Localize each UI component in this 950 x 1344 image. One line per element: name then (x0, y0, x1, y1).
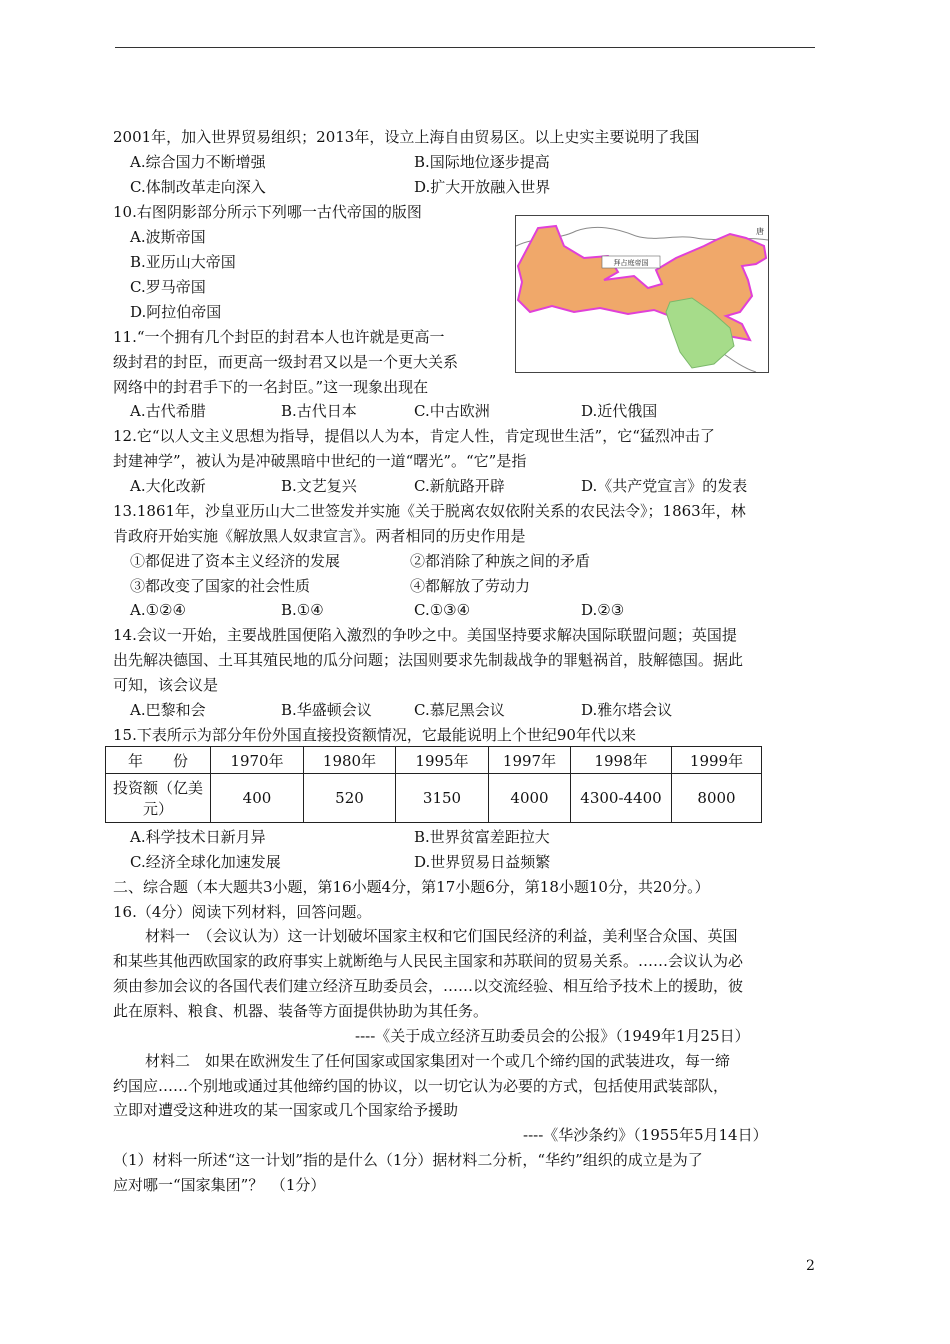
q15-option-a: A.科学技术日新月异 (130, 828, 266, 846)
investment-table (105, 746, 762, 823)
q12-option-c: C.新航路开辟 (414, 477, 505, 495)
year-cell: 1970年 (211, 747, 304, 774)
q11-line-2: 级封君的封臣，而更高一级封君又以是一个更大关系 (113, 353, 459, 371)
amount-cell: 8000 (672, 774, 762, 823)
q13-option-a: A.①②④ (130, 601, 186, 619)
empire-map (515, 215, 769, 373)
q10-option-c: C.罗马帝国 (130, 278, 206, 296)
amount-header-line-2: 元） (142, 800, 173, 818)
q10-option-b: B.亚历山大帝国 (130, 253, 236, 271)
q12-option-a: A.大化改新 (130, 477, 206, 495)
amount-cell: 400 (211, 774, 304, 823)
table-row (106, 774, 762, 823)
q11-option-d: D.近代俄国 (581, 402, 658, 420)
material-2-line-1: 材料二 如果在欧洲发生了任何国家或国家集团对一个或几个缔约国的武装进攻，每一缔 (145, 1052, 731, 1070)
q11-line-1: 11.“一个拥有几个封臣的封君本人也许就是更高一 (113, 328, 445, 346)
year-cell: 1997年 (489, 747, 571, 774)
amount-header-line-1: 投资额（亿美 (112, 779, 203, 797)
section-2-heading: 二、综合题（本大题共3小题，第16小题4分，第17小题6分，第18小题10分，共20分。） (113, 878, 710, 896)
q16-stem: 16.（4分）阅读下列材料，回答问题。 (113, 903, 372, 921)
q12-option-b: B.文艺复兴 (281, 477, 357, 495)
material-1-line-4: 此在原料、粮食、机器、装备等方面提供协助为其任务。 (113, 1002, 489, 1020)
q15-stem: 15.下表所示为部分年份外国直接投资额情况，它最能说明上个世纪90年代以来 (113, 726, 636, 744)
q13-item-1: ①都促进了资本主义经济的发展 (130, 552, 341, 570)
q13-line-2: 肯政府开始实施《解放黑人奴隶宣言》。两者相同的历史作用是 (113, 527, 526, 545)
q9-option-a: A.综合国力不断增强 (130, 153, 266, 171)
q14-option-d: D.雅尔塔会议 (581, 701, 673, 719)
amount-cell: 3150 (396, 774, 489, 823)
empire-territory (518, 226, 766, 340)
amount-cell: 4300-4400 (571, 774, 672, 823)
material-2-line-3: 立即对遭受这种进攻的某一国家或几个国家给予援助 (113, 1101, 459, 1119)
q14-line-1: 14.会议一开始，主要战胜国便陷入激烈的争吵之中。美国坚持要求解决国际联盟问题；英国提 (113, 626, 737, 644)
q15-option-d: D.世界贸易日益频繁 (414, 853, 551, 871)
material-2-line-2: 约国应……个别地或通过其他缔约国的协议，以一切它认为必要的方式，包括使用武装部队， (113, 1077, 729, 1095)
q16-part1-line-1: （1）材料一所述“这一计划”指的是什么（1分）据材料二分析，“华约”组织的成立是为了 (113, 1151, 703, 1169)
material-1-line-1: 材料一 （会议认为）这一计划破坏国家主权和它们国民经济的利益，美利坚合众国、英国 (145, 927, 738, 945)
material-1-source: ----《关于成立经济互助委员会的公报》（1949年1月25日） (355, 1027, 750, 1045)
year-cell: 1980年 (304, 747, 396, 774)
material-1-line-3: 须由参加会议的各国代表们建立经济互助委员会，……以交流经验、相互给予技术上的援助，彼 (113, 977, 744, 995)
amount-cell: 4000 (489, 774, 571, 823)
material-1-line-2: 和某些其他西欧国家的政府事实上就断绝与人民民主国家和苏联间的贸易关系。……会议认为必 (113, 952, 744, 970)
material-2-source: ----《华沙条约》（1955年5月14日） (523, 1126, 768, 1144)
q10-stem: 10.右图阴影部分所示下列哪一古代帝国的版图 (113, 203, 422, 221)
q14-option-b: B.华盛顿会议 (281, 701, 372, 719)
map-drawing (516, 216, 768, 372)
q13-item-2: ②都消除了种族之间的矛盾 (410, 552, 591, 570)
q13-option-b: B.①④ (281, 601, 324, 619)
map-label-byzantine: 拜占庭帝国 (613, 259, 649, 267)
q12-option-d: D.《共产党宣言》的发表 (581, 477, 748, 495)
q10-option-d: D.阿拉伯帝国 (130, 303, 222, 321)
header-rule (115, 47, 815, 48)
q13-option-c: C.①③④ (414, 601, 471, 619)
q14-option-a: A.巴黎和会 (130, 701, 206, 719)
q15-option-b: B.世界贫富差距拉大 (414, 828, 550, 846)
q15-option-c: C.经济全球化加速发展 (130, 853, 281, 871)
q11-option-b: B.古代日本 (281, 402, 357, 420)
year-header: 年 份 (106, 747, 211, 774)
amount-header (106, 774, 211, 823)
q14-option-c: C.慕尼黑会议 (414, 701, 505, 719)
q13-item-4: ④都解放了劳动力 (410, 577, 531, 595)
q13-line-1: 13.1861年，沙皇亚历山大二世签发并实施《关于脱离农奴依附关系的农民法令》；1863年，林 (113, 502, 746, 520)
q9-stem: 2001年，加入世界贸易组织；2013年，设立上海自由贸易区。以上史实主要说明了我国 (113, 128, 700, 146)
page-number: 2 (806, 1258, 815, 1274)
q12-line-1: 12.它“以人文主义思想为指导，提倡以人为本，肯定人性，肯定现世生活”，它“猛烈冲击了 (113, 427, 715, 445)
map-label-tang: 唐 (756, 227, 764, 236)
q11-line-3: 网络中的封君手下的一名封臣。”这一现象出现在 (113, 378, 429, 396)
q11-option-a: A.古代希腊 (130, 402, 206, 420)
q9-option-d: D.扩大开放融入世界 (414, 178, 551, 196)
q13-item-3: ③都改变了国家的社会性质 (130, 577, 311, 595)
q12-line-2: 封建神学”，被认为是冲破黑暗中世纪的一道“曙光”。“它”是指 (113, 452, 527, 470)
q16-part1-line-2: 应对哪一“国家集团”？ （1分） (113, 1176, 326, 1194)
year-cell: 1995年 (396, 747, 489, 774)
q10-option-a: A.波斯帝国 (130, 228, 206, 246)
q14-line-3: 可知，该会议是 (113, 676, 219, 694)
q9-option-c: C.体制改革走向深入 (130, 178, 266, 196)
table-row (106, 747, 762, 774)
amount-cell: 520 (304, 774, 396, 823)
year-cell: 1998年 (571, 747, 672, 774)
q13-option-d: D.②③ (581, 601, 625, 619)
q14-line-2: 出先解决德国、土耳其殖民地的瓜分问题；法国则要求先制裁战争的罪魁祸首，肢解德国。据此 (113, 651, 744, 669)
q9-option-b: B.国际地位逐步提高 (414, 153, 550, 171)
year-cell: 1999年 (672, 747, 762, 774)
q11-option-c: C.中古欧洲 (414, 402, 490, 420)
